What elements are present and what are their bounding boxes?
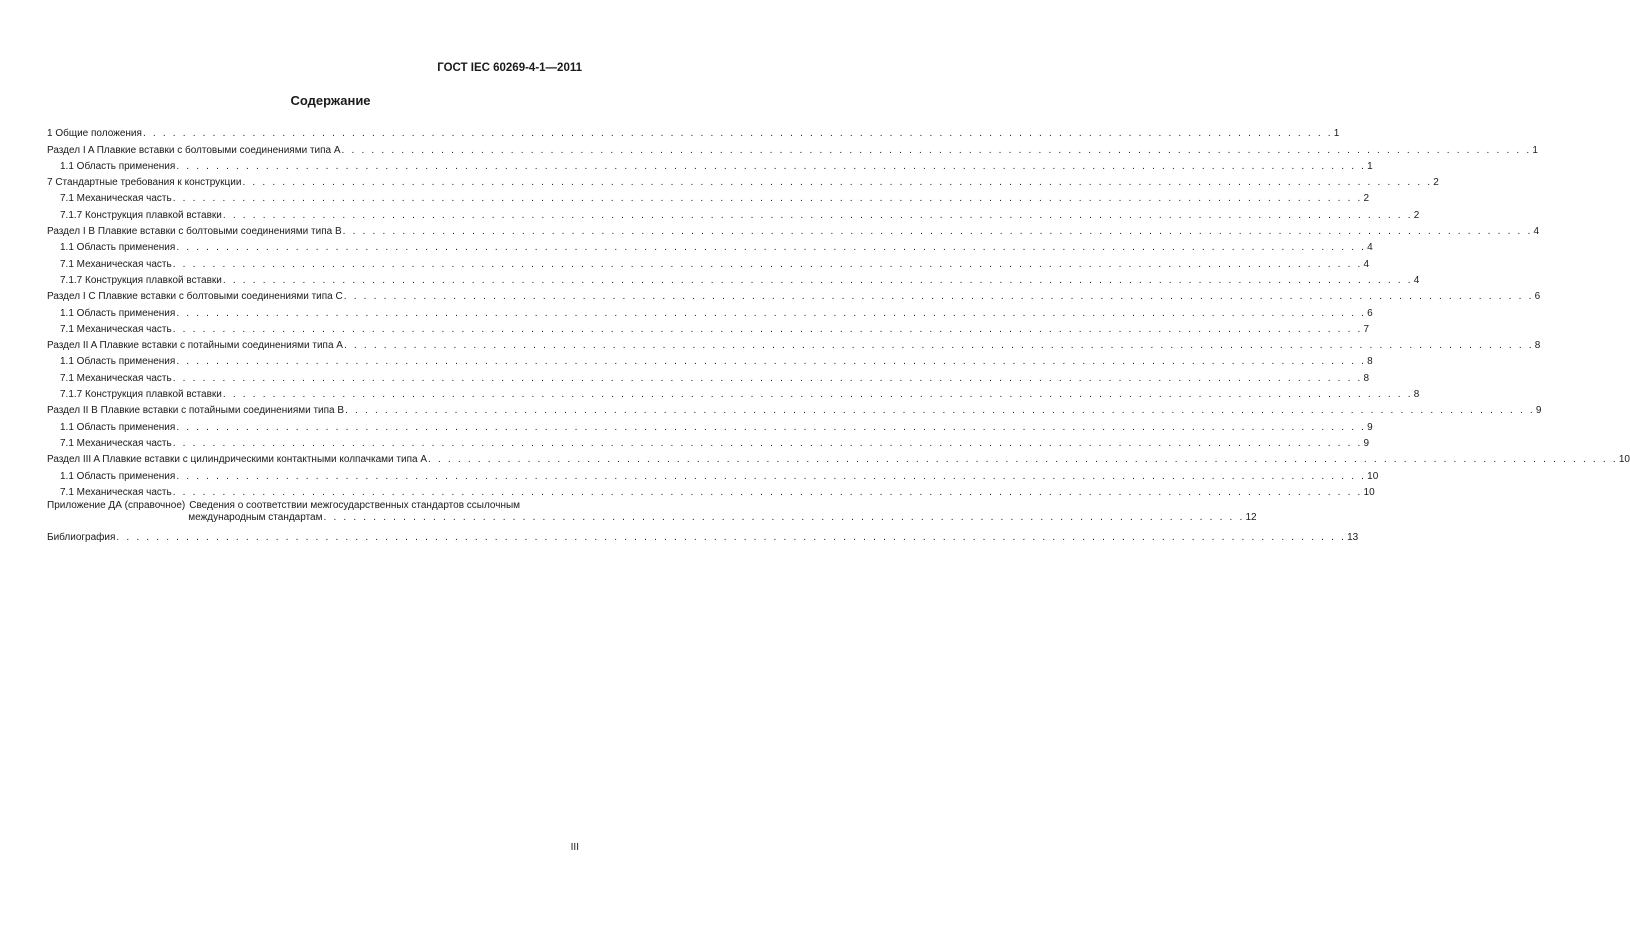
toc-entry-text: 1 Общие положения [47,128,142,140]
toc-entry[interactable] [47,287,1541,303]
toc-page-number: 2 [1363,193,1370,205]
toc-entry-text: Библиография [47,532,116,544]
toc-entry[interactable] [47,173,1439,189]
toc-entry[interactable] [47,368,1370,384]
leader-dots: . . . . . . . . . . . . . . . . . . . . . . . . . . . . . . . . . . . . . . . . . . . . . . . . . . . . . . . . . . . . . . . . . . . . . . . . . . . . . . . . . . . . . . . . . . . . . . . . . . . . . . . . . . . . . . . . . . . . . . . . [172,258,1363,270]
leader-dots: . . . . . . . . . . . . . . . . . . . . . . . . . . . . . . . . . . . . . . . . . . . . . . . . . . . . . . . . . . . . . . . . . . . . . . . . . . . . . . . . . . . . . . . . . . . . . . . . . . . . . . . . . . . . . . . . . . . . . . . . [172,486,1363,498]
leader-dots: . . . . . . . . . . . . . . . . . . . . . . . . . . . . . . . . . . . . . . . . . . . . . . . . . . . . . . . . . . . . . . . . . . . . . . . . . . . . . . . . . . . . . . . . . . . . . . . . . . . . . . . . . . . . . . . . . . . . . . . . . . . . [116,532,1347,544]
toc-entry-text: 7.1 Механическая часть [60,323,172,335]
toc-page-number: 8 [1534,340,1541,352]
toc-entry-text: Раздел II B Плавкие вставки с потайными соединениями типа В [47,405,345,417]
toc-entry[interactable] [47,124,1340,140]
toc-entry[interactable] [47,222,1540,238]
toc-entry[interactable] [47,434,1370,450]
annex-title-line2-row [188,512,1256,524]
toc-entry-text: Раздел III A Плавкие вставки с цилиндрическими контактными колпачками типа А [47,454,427,466]
toc-entry[interactable] [47,483,1375,499]
toc-entry[interactable] [47,352,1373,368]
toc-entry-annex[interactable] [47,499,1257,524]
toc-page-number: 9 [1367,421,1373,433]
toc-page-number: 13 [1347,532,1359,544]
toc-page-number: 12 [1245,511,1257,523]
leader-dots: . . . . . . . . . . . . . . . . . . . . . . . . . . . . . . . . . . . . . . . . . . . . . . . . . . . . . . . . . . . . . . . . . . . . . . . . . . . . . . . . . . . . . . . . . . . . . . . . . . . . . . . . . . . . . . . . . . . . . . . . [176,470,1367,482]
toc-page-number: 1 [1532,144,1538,156]
toc-entry-text: Раздел II A Плавкие вставки с потайными соединениями типа А [47,340,343,352]
toc-page-number: 8 [1413,389,1420,401]
toc-page-number: 4 [1363,258,1370,270]
annex-title-line1: Сведения о соответствии межгосударственных стандартов ссылочным [189,499,521,511]
toc-entry[interactable] [47,401,1542,417]
toc-page-number: 9 [1363,437,1370,449]
leader-dots: . . . . . . . . . . . . . . . . . . . . . . . . . . . . . . . . . . . . . . . . . . . . . . . . . . . . . . . . . . . . . . . . . . . . . . . . . . . . . . . . . . . . . . . . . . . . . . . . . . . . . . . . . . . . . . . . . . . . . . . . [176,307,1367,319]
leader-dots: . . . . . . . . . . . . . . . . . . . . . . . . . . . . . . . . . . . . . . . . . . . . . . . . . . . . . . . . . . . . . . . . . . . . . . . . . . . . . . . . . . . . . . . . . . . . . . . . . . . . . . . . . . . . . . . . . . . . . . . . [176,356,1367,368]
leader-dots: . . . . . . . . . . . . . . . . . . . . . . . . . . . . . . . . . . . . . . . . . . . . . . . . . . . . . . . . . . . . . . . . . . . . . . . . . . . . . . . . . . . . . . . . . . . . . . . . . . . . . . . . . . . . . . . . . . . . . . . . [341,144,1532,156]
leader-dots: . . . . . . . . . . . . . . . . . . . . . . . . . . . . . . . . . . . . . . . . . . . . . . . . . . . . . . . . . . . . . . . . . . . . . . . . . . . . . . . . . . . . . . . . . . . . . . . . . . . . . . . . . . . . . . . . . . . . . . . . [343,291,1534,303]
toc-entry[interactable] [47,336,1541,352]
toc-entry[interactable] [47,254,1370,270]
toc-page-number: 1 [1367,160,1373,172]
toc-page-number: 2 [1433,177,1439,189]
toc-entry-text: 7.1.7 Конструкция плавкой вставки [60,389,222,401]
leader-dots: . . . . . . . . . . . . . . . . . . . . . . . . . . . . . . . . . . . . . . . . . . . . . . . . . . . . . . . . . . . . . . . . . . . . . . . . . . . . . . . . . . . . . . . . . . . . . . . . . . . . . . . . . . . . . . . . . . . . . . . . [222,209,1413,221]
leader-dots: . . . . . . . . . . . . . . . . . . . . . . . . . . . . . . . . . . . . . . . . . . . . . . . . . . . . . . . . . . . . . . . . . . . . . . . . . . . . . . . . . . . . . . . . . . . . . . . . . . . . . . . . . . . . . . . . . . . . . . . . [176,242,1367,254]
leader-dots: . . . . . . . . . . . . . . . . . . . . . . . . . . . . . . . . . . . . . . . . . . . . . . . . . . . . . . . . . . . . . . . . . . . . . . . . . . . . . . . . . . . . . . . . . . . . . [323,511,1245,523]
leader-dots: . . . . . . . . . . . . . . . . . . . . . . . . . . . . . . . . . . . . . . . . . . . . . . . . . . . . . . . . . . . . . . . . . . . . . . . . . . . . . . . . . . . . . . . . . . . . . . . . . . . . . . . . . . . . . . . . . . . . . . . . [172,372,1363,384]
toc-page-number: 10 [1363,486,1375,498]
toc-entry-text: 1.1 Область применения [60,242,176,254]
toc-entry[interactable] [47,417,1373,433]
toc-entry[interactable] [47,466,1379,482]
leader-dots: . . . . . . . . . . . . . . . . . . . . . . . . . . . . . . . . . . . . . . . . . . . . . . . . . . . . . . . . . . . . . . . . . . . . . . . . . . . . . . . . . . . . . . . . . . . . . . . . . . . . . . . . . . . . . . . . . . . . . . . . [222,389,1413,401]
toc-entry-text: 1.1 Область применения [60,470,176,482]
toc-page-number: 1 [1333,128,1340,140]
leader-dots: . . . . . . . . . . . . . . . . . . . . . . . . . . . . . . . . . . . . . . . . . . . . . . . . . . . . . . . . . . . . . . . . . . . . . . . . . . . . . . . . . . . . . . . . . . . . . . . . . . . . . . . . . . . . . . . . . . . . . . . . [342,226,1533,238]
toc-page-number: 9 [1535,405,1542,417]
toc-entry-text: Раздел I B Плавкие вставки с болтовыми соединениями типа В [47,226,342,238]
toc-entry[interactable] [47,450,1630,466]
toc-page-number: 4 [1413,274,1420,286]
toc-entry-text: 7.1 Механическая часть [60,258,172,270]
toc-page-number: 6 [1367,307,1373,319]
toc-entry[interactable] [47,189,1370,205]
leader-dots: . . . . . . . . . . . . . . . . . . . . . . . . . . . . . . . . . . . . . . . . . . . . . . . . . . . . . . . . . . . . . . . . . . . . . . . . . . . . . . . . . . . . . . . . . . . . . . . . . . . . . . . . . . . . . . . . . . . . . . . . [172,437,1363,449]
toc-entry-text: 7.1.7 Конструкция плавкой вставки [60,274,222,286]
leader-dots: . . . . . . . . . . . . . . . . . . . . . . . . . . . . . . . . . . . . . . . . . . . . . . . . . . . . . . . . . . . . . . . . . . . . . . . . . . . . . . . . . . . . . . . . . . . . . . . . . . . . . . . . . . . . . . . . . . . . . . . . [172,193,1363,205]
leader-dots: . . . . . . . . . . . . . . . . . . . . . . . . . . . . . . . . . . . . . . . . . . . . . . . . . . . . . . . . . . . . . . . . . . . . . . . . . . . . . . . . . . . . . . . . . . . . . . . . . . . . . . . . . . . . . . . . . . . . . . . . [222,274,1413,286]
leader-dots: . . . . . . . . . . . . . . . . . . . . . . . . . . . . . . . . . . . . . . . . . . . . . . . . . . . . . . . . . . . . . . . . . . . . . . . . . . . . . . . . . . . . . . . . . . . . . . . . . . . . . . . . . . . . . . . . . . . . . . . . [142,128,1333,140]
toc-entry[interactable] [47,303,1373,319]
toc-entry-text: 7.1 Механическая часть [60,486,172,498]
toc-entry-text: 7.1 Механическая часть [60,372,172,384]
toc-entry[interactable] [47,271,1420,287]
toc-entry[interactable] [47,385,1420,401]
toc-entry[interactable] [47,140,1538,156]
toc-page-number: 4 [1533,226,1540,238]
leader-dots: . . . . . . . . . . . . . . . . . . . . . . . . . . . . . . . . . . . . . . . . . . . . . . . . . . . . . . . . . . . . . . . . . . . . . . . . . . . . . . . . . . . . . . . . . . . . . . . . . . . . . . . . . . . . . . . . . . . . . . . . [176,160,1367,172]
leader-dots: . . . . . . . . . . . . . . . . . . . . . . . . . . . . . . . . . . . . . . . . . . . . . . . . . . . . . . . . . . . . . . . . . . . . . . . . . . . . . . . . . . . . . . . . . . . . . . . . . . . . . . . . . . . . . . . . . . . . . . . . [428,454,1618,466]
toc-page-number: 2 [1413,209,1420,221]
leader-dots: . . . . . . . . . . . . . . . . . . . . . . . . . . . . . . . . . . . . . . . . . . . . . . . . . . . . . . . . . . . . . . . . . . . . . . . . . . . . . . . . . . . . . . . . . . . . . . . . . . . . . . . . . . . . . . . . . . . . . . . . [345,405,1535,417]
toc-page-number: 4 [1367,242,1373,254]
document-header: ГОСТ IEC 60269-4-1—2011 [437,62,582,74]
toc-page-number: 7 [1363,323,1370,335]
toc-page-number: 10 [1618,454,1630,466]
toc-page-number: 8 [1363,372,1370,384]
toc-page-number: 6 [1534,291,1541,303]
toc-entry-text: 7.1 Механическая часть [60,193,172,205]
toc-entry-text: 1.1 Область применения [60,160,176,172]
toc-entry[interactable] [47,205,1420,221]
page-title: Содержание [290,93,371,108]
toc-entry-text: Раздел I A Плавкие вставки с болтовыми соединениями типа А [47,144,341,156]
toc-page-number: 10 [1367,470,1379,482]
leader-dots: . . . . . . . . . . . . . . . . . . . . . . . . . . . . . . . . . . . . . . . . . . . . . . . . . . . . . . . . . . . . . . . . . . . . . . . . . . . . . . . . . . . . . . . . . . . . . . . . . . . . . . . . . . . . . . . . . . . . . . . . [242,177,1433,189]
page-number: III [570,842,579,853]
toc-entry-text: 7.1 Механическая часть [60,437,172,449]
toc-entry[interactable] [47,238,1373,254]
leader-dots: . . . . . . . . . . . . . . . . . . . . . . . . . . . . . . . . . . . . . . . . . . . . . . . . . . . . . . . . . . . . . . . . . . . . . . . . . . . . . . . . . . . . . . . . . . . . . . . . . . . . . . . . . . . . . . . . . . . . . . . . [176,421,1367,433]
table-of-contents [47,124,1630,544]
leader-dots: . . . . . . . . . . . . . . . . . . . . . . . . . . . . . . . . . . . . . . . . . . . . . . . . . . . . . . . . . . . . . . . . . . . . . . . . . . . . . . . . . . . . . . . . . . . . . . . . . . . . . . . . . . . . . . . . . . . . . . . . [343,340,1534,352]
toc-entry[interactable] [47,320,1370,336]
annex-body [189,500,1256,524]
toc-entry-text: 1.1 Область применения [60,307,176,319]
annex-title-line2: международным стандартам [188,511,323,523]
toc-entry-text: 1.1 Область применения [60,421,176,433]
toc-entry-text: 7.1.7 Конструкция плавкой вставки [60,209,222,221]
toc-page-number: 8 [1367,356,1373,368]
toc-entry-text: 1.1 Область применения [60,356,176,368]
annex-label: Приложение ДА (справочное) [47,499,186,511]
toc-entry[interactable] [47,157,1373,173]
toc-entries [47,124,1630,499]
toc-entry-text: 7 Стандартные требования к конструкции [47,177,242,189]
leader-dots: . . . . . . . . . . . . . . . . . . . . . . . . . . . . . . . . . . . . . . . . . . . . . . . . . . . . . . . . . . . . . . . . . . . . . . . . . . . . . . . . . . . . . . . . . . . . . . . . . . . . . . . . . . . . . . . . . . . . . . . . [172,323,1363,335]
toc-entry-text: Раздел I C Плавкие вставки с болтовыми соединениями типа С [47,291,343,303]
toc-entry-bibliography[interactable] [47,528,1359,544]
